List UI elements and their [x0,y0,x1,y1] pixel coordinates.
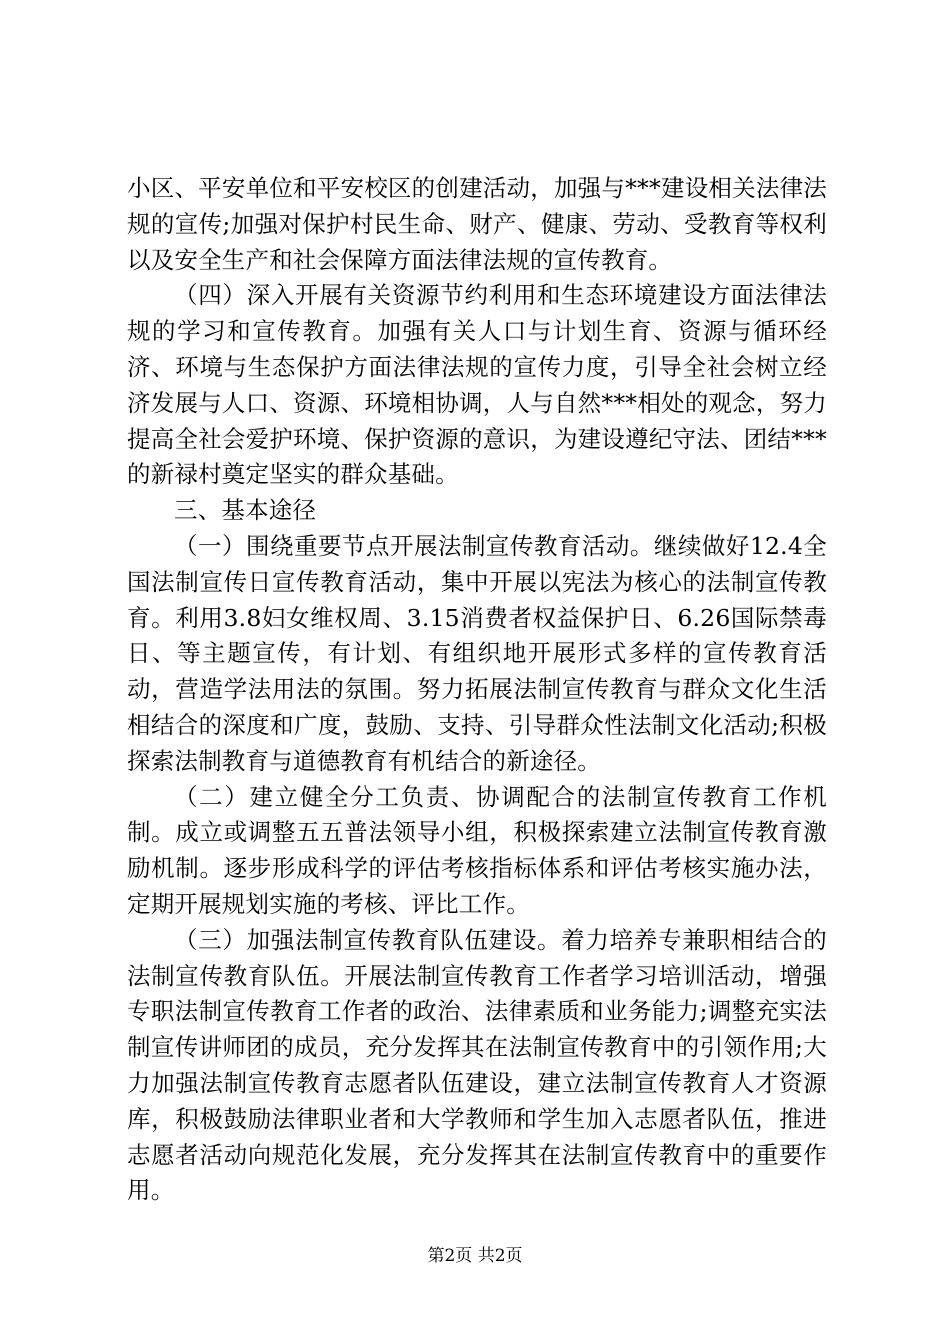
paragraph-approach-three: （三）加强法制宣传教育队伍建设。着力培养专兼职相结合的法制宣传教育队伍。开展法制宣传教育工作者学习培训活动，增强专职法制宣传教育工作者的政治、法律素质和业务能力;调整充实法制宣传讲师团的成员，充分发挥其在法制宣传教育中的引领作用;大力加强法制宣传教育志愿者队伍建设，建立法制宣传教育人才资源库，积极鼓励法律职业者和大学教师和学生加入志愿者队伍，推进志愿者活动向规范化发展，充分发挥其在法制宣传教育中的重要作用。 [127,925,827,1205]
paragraph-approach-two: （二）建立健全分工负责、协调配合的法制宣传教育工作机制。成立或调整五五普法领导小组，积极探索建立法制宣传教育激励机制。逐步形成科学的评估考核指标体系和评估考核实施办法，定期开展规划实施的考核、评比工作。 [127,782,827,918]
paragraph-section-four: （四）深入开展有关资源节约利用和生态环境建设方面法律法规的学习和宣传教育。加强有关人口与计划生育、资源与循环经济、环境与生态保护方面法律法规的宣传力度，引导全社会树立经济发展与人口、资源、环境相协调，人与自然***相处的观念，努力提高全社会爱护环境、保护资源的意识，为建设遵纪守法、团结***的新禄村奠定坚实的群众基础。 [127,281,827,489]
section-heading-basic-approaches: 三、基本途径 [174,496,317,525]
paragraph-continuation: 小区、平安单位和平安校区的创建活动，加强与***建设相关法律法规的宣传;加强对保护村民生命、财产、健康、劳动、受教育等权利以及安全生产和社会保障方面法律法规的宣传教育。 [127,174,827,274]
paragraph-approach-one: （一）围绕重要节点开展法制宣传教育活动。继续做好12.4全国法制宣传日宣传教育活动，集中开展以宪法为核心的法制宣传教育。利用3.8妇女维权周、3.15消费者权益保护日、6.26国际禁毒日、等主题宣传，有计划、有组织地开展形式多样的宣传教育活动，营造学法用法的氛围。努力拓展法制宣传教育与群众文化生活相结合的深度和广度，鼓励、支持、引导群众性法制文化活动;积极探索法制教育与道德教育有机结合的新途径。 [127,531,827,775]
document-body [127,171,827,1209]
page-number-footer: 第2页 共2页 [427,1246,523,1266]
